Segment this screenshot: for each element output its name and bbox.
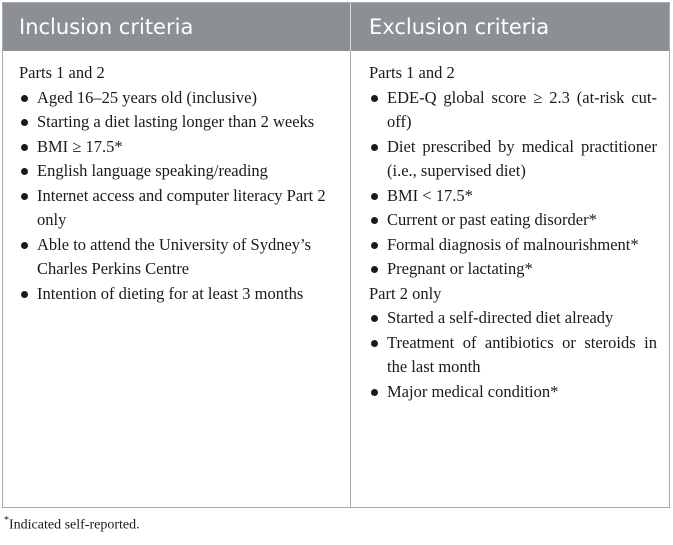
table-header xyxy=(3,3,669,51)
list-item: English language speaking/reading xyxy=(19,159,340,184)
exclusion-group2-label: Part 2 only xyxy=(369,283,442,303)
list-item: Formal diagnosis of malnourishment* xyxy=(369,233,657,258)
list-item: BMI < 17.5* xyxy=(369,184,657,209)
table-body xyxy=(3,51,669,507)
list-item: Treatment of antibiotics or steroids in the last month xyxy=(369,331,657,380)
list-item: Current or past eating disorder* xyxy=(369,208,657,233)
list-item: Aged 16–25 years old (inclusive) xyxy=(19,86,340,111)
table-footnote xyxy=(4,515,140,534)
exclusion-list-1 xyxy=(369,86,657,282)
list-item: Starting a diet lasting longer than 2 weeks xyxy=(19,110,340,135)
exclusion-column xyxy=(351,51,669,507)
list-item: Able to attend the University of Sydney’s Charles Perkins Centre xyxy=(19,233,340,282)
inclusion-header: Inclusion criteria xyxy=(3,3,351,51)
inclusion-list xyxy=(19,86,340,307)
footnote-marker: * xyxy=(4,515,9,526)
list-item: Started a self-directed diet already xyxy=(369,306,657,331)
exclusion-header: Exclusion criteria xyxy=(369,15,550,39)
list-item: Intention of dieting for at least 3 months xyxy=(19,282,340,307)
list-item: Internet access and computer literacy Part 2 only xyxy=(19,184,340,233)
inclusion-group-label: Parts 1 and 2 xyxy=(19,63,105,82)
footnote-text: Indicated self-reported. xyxy=(9,517,140,533)
list-item: Diet prescribed by medical practitioner (i.e., supervised diet) xyxy=(369,135,657,184)
inclusion-column xyxy=(3,51,351,507)
list-item: EDE-Q global score ≥ 2.3 (at-risk cut-off) xyxy=(369,86,657,135)
list-item: Pregnant or lactating* xyxy=(369,257,657,282)
list-item: Major medical condition* xyxy=(369,380,657,405)
exclusion-list-2 xyxy=(369,306,657,404)
list-item: BMI ≥ 17.5* xyxy=(19,135,340,160)
criteria-table xyxy=(2,2,670,508)
exclusion-group1-label: Parts 1 and 2 xyxy=(369,63,455,82)
